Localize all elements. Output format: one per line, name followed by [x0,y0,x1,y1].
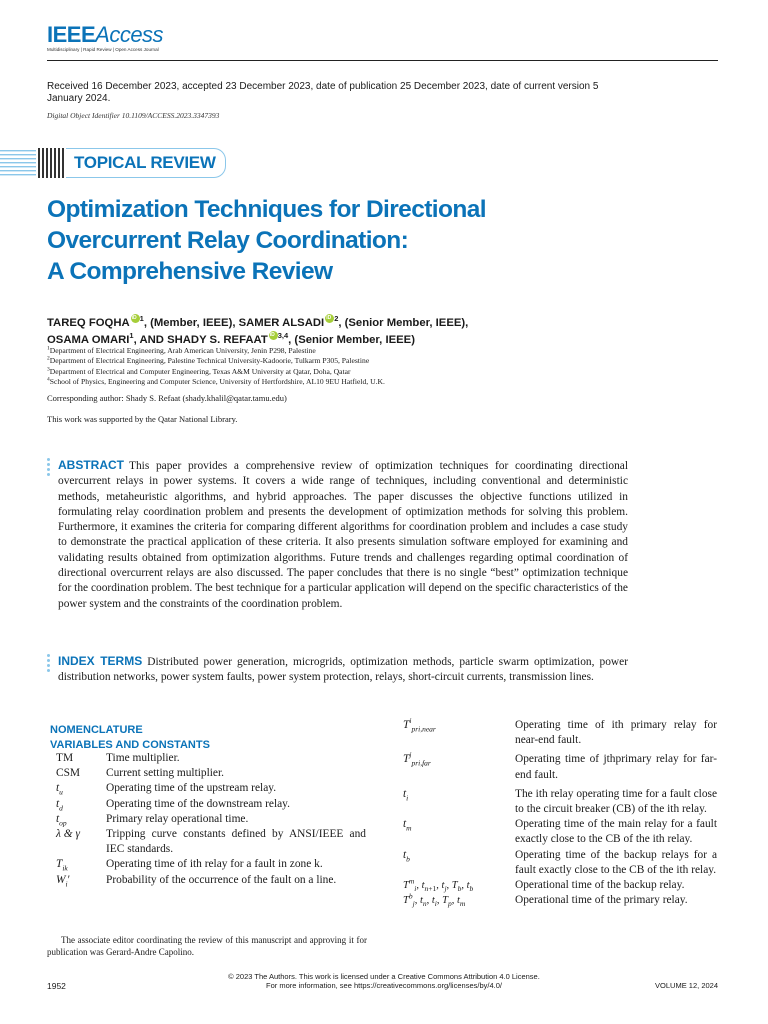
definition: Primary relay operational time. [106,812,249,825]
author-affil: 1 [139,314,144,323]
author-role: , (Member, IEEE), [143,317,239,329]
title-line: Optimization Techniques for Directional [47,196,486,223]
nomenclature-row [403,878,717,893]
nomenclature-row [403,718,717,748]
affiliation-text: Department of Electrical and Computer Engineering, Texas A&M University at Qatar, Doha, Qatar [49,366,351,376]
affiliation-text: School of Physics, Engineering and Computer Science, University of Hertfordshire, AL10 9EU Hatfield, U.K. [49,377,385,387]
nomenclature-row [56,797,366,812]
definition: Operating time of the upstream relay. [106,782,277,795]
definition: Probability of the occurrence of the fault on a line. [106,873,337,886]
symbol: $T_{ik}$ [56,858,68,873]
author-affil: 2 [334,314,339,323]
author-list [47,314,667,348]
affiliations [47,346,667,388]
nomenclature-heading [50,723,210,753]
nomenclature-row [56,812,366,827]
symbol: $t_d$ [56,797,63,812]
symbol: $T^i_{pri,near}$ [403,716,436,734]
affiliation-number: 1 [47,345,50,352]
definition: Operating time of the main relay for a fault exactly close to the CB of the ith relay. [515,818,717,846]
abstract [58,458,628,612]
title-line: Overcurrent Relay Coordination: [47,227,409,254]
index-terms [58,654,628,686]
index-terms-label: INDEX TERMS [58,654,143,668]
definition: Operating time of ith primary relay for near-end fault. [515,719,717,747]
symbol: $T^m_i$, $t_{n+1}$, $t_j$, $T_b$, $t_b$ [403,876,474,894]
author-role: , AND [133,334,168,346]
definition: Operating time of the backup relays for a fault exactly close to the CB of the ith relay. [515,848,717,876]
author-name: SHADY S. REFAAT [167,334,268,346]
affiliation [47,367,667,377]
nomenclature-row [56,766,366,781]
nomenclature-row [403,817,717,847]
author-role: , (Senior Member, IEEE), [338,317,469,329]
nomenclature-row [56,781,366,796]
affiliation-text: Department of Electrical Engineering, Arab American University, Jenin P298, Palestine [49,346,316,355]
symbol: $t_u$ [56,782,63,797]
logo-ieee: IEEE [47,22,96,47]
symbol: CSM [56,767,81,780]
affiliation [47,377,667,387]
orcid-icon[interactable] [325,314,334,323]
symbol: TM [56,752,74,764]
symbol: $t_{op}$ [56,812,67,828]
funding-note: This work was supported by the Qatar National Library. [47,414,238,424]
orcid-icon[interactable] [269,331,278,340]
doi: Digital Object Identifier 10.1109/ACCESS.2023.3347393 [47,111,220,120]
abstract-label: ABSTRACT [58,458,124,472]
abstract-text: This paper provides a comprehensive review of optimization techniques for coordinating directional overcurrent relays in power systems. It covers a wide range of techniques, including conventional and deterministic methods, metaheuristic algorithms, and hybrid approaches. The paper discusses the objective functions utilized in formulating relay coordination problem and presents the development of optimization methods for solving this problem. Furthermore, it examines the criteria for comparing different algorithms for coordination problem and includes a case study to demonstrate the practical application of these criteria. It also presents simulation software employed for examining and validating results obtained from optimization algorithms. Future trends and challenges regarding optimal coordination of directional overcurrent relays are also discussed. The paper concludes that there is no single “best” optimization technique for the coordination problem. The best technique for a particular application will depend on the specific characteristics of the power system and the constraints of the coordination problem. [58,460,628,610]
page-number: 1952 [47,981,66,991]
nomenclature-left [56,751,366,888]
affiliation [47,346,667,356]
author-name: OSAMA OMARI [47,334,130,346]
index-terms-dots-icon [47,654,51,674]
nomenclature-row [56,751,366,766]
logo-access: Access [95,22,164,47]
paper-title [47,194,647,287]
definition: Current setting multiplier. [106,767,225,780]
affiliation [47,356,667,366]
symbol: $W_i'$ [56,873,71,888]
nomenclature-right [403,718,717,908]
nomenclature-row [56,873,366,888]
nomenclature-row [403,787,717,817]
author-name: SAMER ALSADI [238,317,325,329]
affiliation-number: 4 [47,376,50,383]
definition: Operational time of the backup relay. [515,879,685,892]
volume-label: VOLUME 12, 2024 [655,981,718,990]
affiliation-number: 3 [47,366,50,373]
nomenclature-row [403,752,717,782]
corresponding-author: Corresponding author: Shady S. Refaat (shady.khalil@qatar.tamu.edu) [47,393,287,403]
nomenclature-row [403,848,717,878]
author-name: TAREQ FOQHA [47,317,130,329]
author-role: , (Senior Member, IEEE) [288,334,415,346]
nomenclature-row [56,827,366,857]
orcid-icon[interactable] [131,314,140,323]
header-rule [47,60,718,61]
journal-logo [47,22,163,46]
symbol: $t_i$ [403,787,409,803]
section-badge [66,148,226,178]
definition: Operational time of the primary relay. [515,894,688,907]
received-dates: Received 16 December 2023, accepted 23 December 2023, date of publication 25 December 2023, date of current version 5 January 2024. [47,81,599,104]
affiliation-number: 2 [47,355,50,362]
title-line: A Comprehensive Review [47,258,333,285]
symbol: $t_m$ [403,818,412,833]
definition: Time multiplier. [106,752,180,764]
author-affil: 1 [129,331,134,340]
nomenclature-subtitle: VARIABLES AND CONSTANTS [50,739,210,751]
journal-tagline: Multidisciplinary | Rapid Review | Open Access Journal [47,47,159,52]
nomenclature-row [56,857,366,872]
license-line: © 2023 The Authors. This work is licensed under a Creative Commons Attribution 4.0 License. [228,972,540,981]
symbol: $T^j_{pri,far}$ [403,750,431,768]
editor-note: The associate editor coordinating the review of this manuscript and approving it for publication was Gerard-Andre Capolino. [47,935,367,957]
definition: Operating time of ith relay for a fault in zone k. [106,858,323,871]
abstract-dots-icon [47,458,51,478]
nomenclature-row [403,893,717,908]
index-terms-text: Distributed power generation, microgrids, optimization methods, particle swarm optimization, power distribution networks, power system faults, power system protection, relays, short-circuit currents, transmission lines. [58,656,628,684]
section-badge-label: TOPICAL REVIEW [74,153,216,172]
affiliation-text: Department of Electrical Engineering, Palestine Technical University-Kadoorie, Tulkarm P305, Palestine [49,356,370,366]
license-link[interactable]: For more information, see https://creativecommons.org/licenses/by/4.0/ [266,981,502,990]
definition: Operating time of the downstream relay. [106,797,290,810]
symbol: $T^b_j$, $t_n$, $t_i$, $T_p$, $t_m$ [403,891,466,909]
stripes-decoration-icon [0,147,64,179]
author-affil: 3,4 [277,331,289,340]
symbol: $t_b$ [403,848,410,863]
definition: The ith relay operating time for a fault close to the circuit breaker (CB) of the ith relay. [515,787,717,816]
definition: Operating time of jthprimary relay for far-end fault. [515,753,717,781]
nomenclature-title: NOMENCLATURE [50,724,143,736]
definition: Tripping curve constants defined by ANSI/IEEE and IEC standards. [106,828,366,856]
symbol: λ & γ [56,828,80,841]
